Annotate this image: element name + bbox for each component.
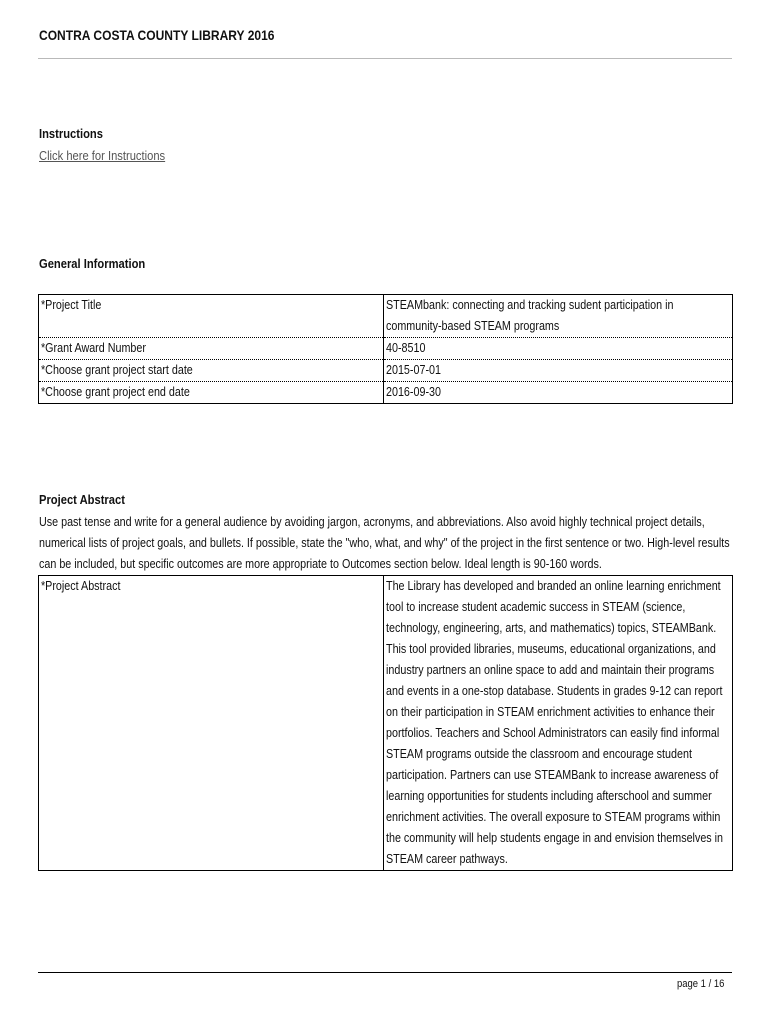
table-row	[39, 576, 733, 871]
field-label-project-title: *Project Title	[39, 295, 384, 338]
project-abstract-table	[38, 575, 733, 871]
instructions-link[interactable]: Click here for Instructions	[39, 148, 166, 163]
project-abstract-heading: Project Abstract	[39, 492, 125, 507]
field-value-project-abstract: The Library has developed and branded an online learning enrichment tool to increase student academic success in STEAM (science, technology, engineering, arts, and mathematics) topics, STEAMBank. This tool provided libraries, museums, educational organizations, and industry partners an online space to add and maintain their programs and events in a one-stop database. Students in grades 9-12 can report on their participation in STEAM enrichment activities to enhance their portfolios. Teachers and School Administrators can easily find informal STEAM programs outside the classroom and encourage student participation. Partners can use STEAMBank to increase awareness of learning opportunities for students including afterschool and summer enrichment activities. The overall exposure to STEAM programs within the community will help students engage in and envision themselves in STEAM career pathways.	[384, 576, 733, 871]
table-row	[39, 295, 733, 338]
field-value-end-date: 2016-09-30	[384, 382, 733, 404]
table-row	[39, 360, 733, 382]
footer-divider	[38, 972, 732, 973]
title-divider	[38, 58, 732, 59]
table-row	[39, 382, 733, 404]
field-value-start-date: 2015-07-01	[384, 360, 733, 382]
instructions-heading: Instructions	[39, 126, 103, 141]
general-information-table	[38, 294, 733, 404]
field-label-start-date: *Choose grant project start date	[39, 360, 384, 382]
field-label-grant-award-number: *Grant Award Number	[39, 338, 384, 360]
page-title: CONTRA COSTA COUNTY LIBRARY 2016	[39, 27, 275, 43]
field-label-project-abstract: *Project Abstract	[39, 576, 384, 871]
field-label-end-date: *Choose grant project end date	[39, 382, 384, 404]
table-row	[39, 338, 733, 360]
field-value-grant-award-number: 40-8510	[384, 338, 733, 360]
general-information-heading: General Information	[39, 256, 146, 271]
field-value-project-title: STEAMbank: connecting and tracking sudent participation in community-based STEAM programs	[384, 295, 733, 338]
project-abstract-instructions: Use past tense and write for a general audience by avoiding jargon, acronyms, and abbreviations. Also avoid highly technical project details, numerical lists of project goals, and bullets. If possible, state the "who, what, and why" of the project in the first sentence or two. High-level results can be included, but specific outcomes are more appropriate to Outcomes section below. Ideal length is 90-160 words.	[39, 515, 730, 571]
page-number: page 1 / 16	[677, 978, 725, 990]
